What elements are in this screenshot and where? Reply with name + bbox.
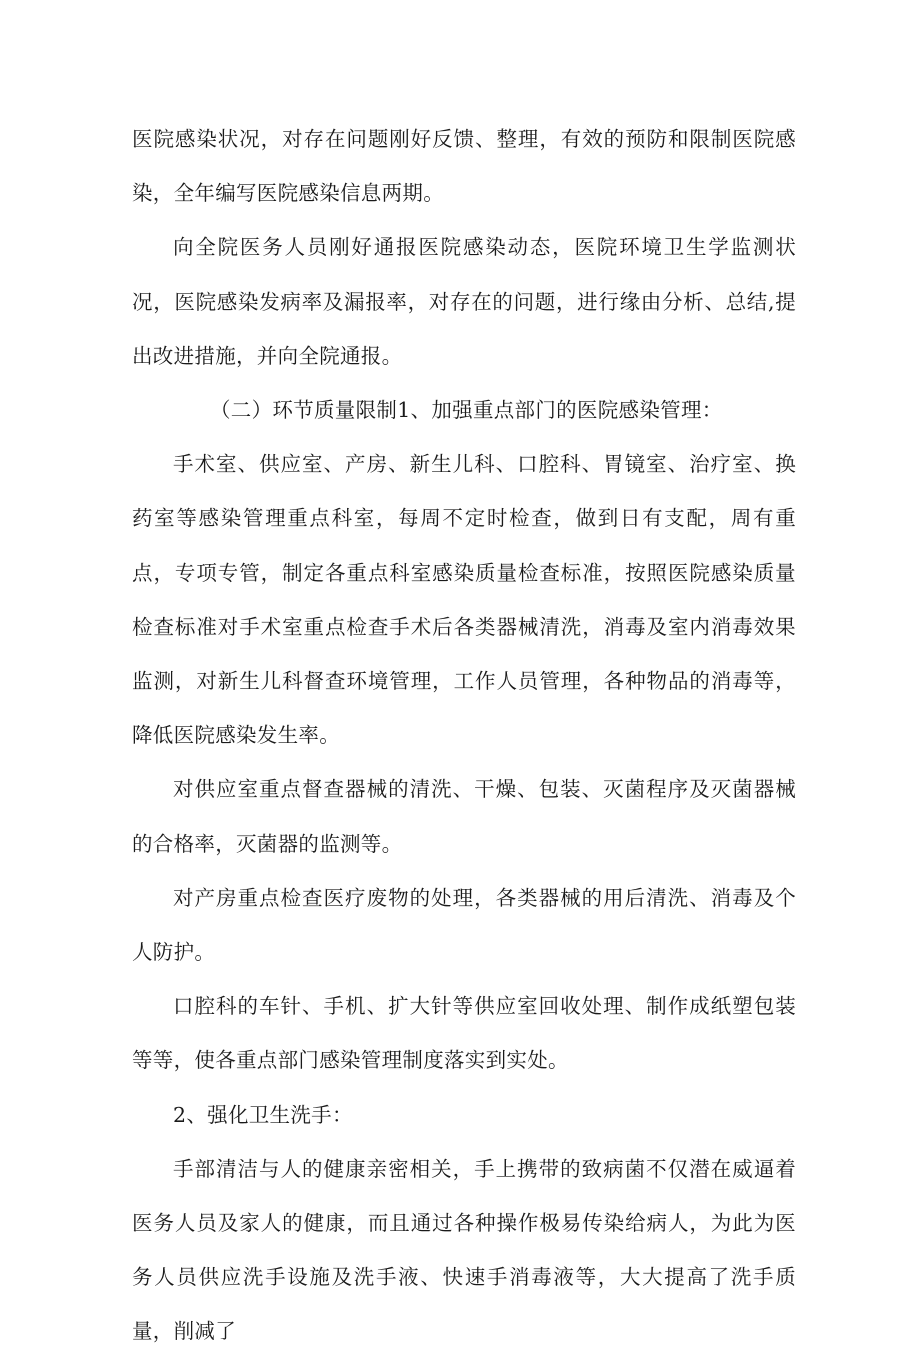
paragraph-hand-hygiene: 手部清洁与人的健康亲密相关，手上携带的致病菌不仅潜在威逼着医务人员及家人的健康，而且通过各种操作极易传染给病人，为此为医务人员供应洗手设施及洗手液、快速手消毒液等，大大提高了洗手质量，削减了: [132, 1156, 796, 1344]
document-body: [132, 112, 796, 1359]
section-heading-hand-washing: 2、强化卫生洗手：: [173, 1102, 353, 1127]
paragraph-delivery-room: 对产房重点检查医疗废物的处理，各类器械的用后清洗、消毒及个人防护。: [132, 885, 796, 965]
section-heading-process-quality: （二）环节质量限制1、加强重点部门的医院感染管理：: [210, 398, 723, 423]
paragraph-hospital-report: 向全院医务人员刚好通报医院感染动态，医院环境卫生学监测状况，医院感染发病率及漏报率，对存在的问题，进行缘由分析、总结,提出改进措施，并向全院通报。: [132, 235, 796, 368]
paragraph-dental-department: 口腔科的车针、手机、扩大针等供应室回收处理、制作成纸塑包装等等，使各重点部门感染管理制度落实到实处。: [132, 994, 796, 1073]
paragraph-key-departments: 手术室、供应室、产房、新生儿科、口腔科、胃镜室、治疗室、换药室等感染管理重点科室，每周不定时检查，做到日有支配，周有重点，专项专管，制定各重点科室感染质量检查标准，按照医院感染质量检查标准对手术室重点检查手术后各类器械清洗，消毒及室内消毒效果监测，对新生儿科督查环境管理，工作人员管理，各种物品的消毒等，降低医院感染发生率。: [132, 452, 796, 748]
paragraph-supply-room: 对供应室重点督查器械的清洗、干燥、包装、灭菌程序及灭菌器械的合格率，灭菌器的监测等。: [132, 777, 796, 856]
paragraph-infection-status: 医院感染状况，对存在问题刚好反馈、整理，有效的预防和限制医院感染，全年编写医院感染信息两期。: [132, 127, 796, 206]
